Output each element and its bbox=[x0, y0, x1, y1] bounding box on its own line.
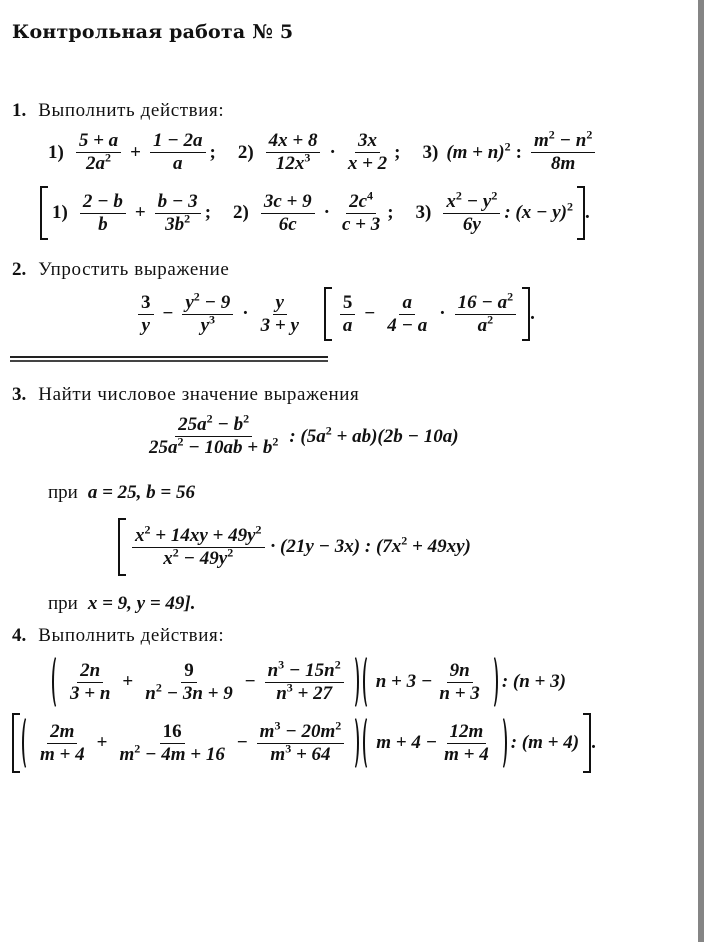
fraction: $\frac{9}{n^2 - 3n + 9}$ bbox=[145, 659, 233, 704]
left-paren bbox=[363, 654, 374, 710]
fraction: $\frac{m^2 - n^2}{8m}$ bbox=[531, 130, 595, 175]
fraction: $\frac{2c^4}{c + 3}$ bbox=[341, 188, 381, 235]
section-4-expression-b: $\frac{2m}{m + 4}$ + $\frac{16}{m^2 - 4m + 16}$ − $\frac{m^3 - 20m^2}{m^3 + 64}$ m + 4 − $\frac{12m}{m + 4}$ : (m + 4) . bbox=[12, 713, 596, 773]
fraction: $\frac{x^2 + 14xy + 49y^2}{x^2 - 49y^2}$ bbox=[132, 525, 265, 570]
right-paren bbox=[348, 654, 359, 710]
section-3-expression-b: $\frac{x^2 + 14xy + 49y^2}{x^2 - 49y^2}$ · (21y − 3x) : $(7x^2 + 49xy)$ bbox=[118, 518, 471, 576]
item-label: 3) bbox=[415, 202, 432, 223]
section-3-heading bbox=[12, 384, 359, 406]
section-number: 4. bbox=[12, 625, 27, 646]
fraction: $\frac{9n}{n + 3}$ bbox=[439, 659, 480, 704]
right-bracket bbox=[522, 287, 530, 341]
right-paren bbox=[487, 654, 498, 710]
left-paren bbox=[52, 654, 63, 710]
item-label: 2) bbox=[237, 141, 254, 163]
item-label: 1) bbox=[52, 202, 68, 223]
section-3-condition-b: при x = 9, y = 49]. bbox=[48, 593, 196, 614]
left-bracket bbox=[118, 518, 126, 576]
item-label: 1) bbox=[48, 141, 64, 163]
right-bracket bbox=[577, 186, 585, 240]
section-number: 1. bbox=[12, 100, 27, 121]
fraction: $\frac{a}{4 - a}$ bbox=[387, 291, 428, 336]
fraction: $\frac{x^2 - y^2}{6y}$ bbox=[443, 191, 500, 236]
fraction: $\frac{5}{a}$ bbox=[340, 292, 356, 337]
section-text: Выполнить действия: bbox=[38, 625, 225, 646]
item-label: 2) bbox=[233, 202, 249, 223]
fraction: $\frac{5 + a}{2a^2}$ bbox=[76, 130, 121, 175]
section-text: Найти числовое значение выражения bbox=[38, 384, 360, 405]
section-2-heading bbox=[12, 259, 229, 281]
section-2-expression: $\frac{3}{y}$ − $\frac{y^2 - 9}{y^3}$ · $\frac{y}{3 + y}$ $\frac{5}{a}$ − $\frac{a}{4 - a}$ · $\frac{16 - a^2}{a^2}$ . bbox=[134, 287, 535, 341]
left-paren bbox=[22, 715, 33, 771]
right-bracket bbox=[583, 713, 591, 773]
fraction: $\frac{2m}{m + 4}$ bbox=[40, 720, 85, 765]
section-1-variant-b: 1) $\frac{2 - b}{b}$ + $\frac{b - 3}{3b^2}$ ; 2) $\frac{3c + 9}{6c}$ · $\frac{2c^4}{c + 3}$ ; 3) $\frac{x^2 - y^2}{6y}$ : $(x - y)^2$ . bbox=[40, 186, 590, 240]
left-paren bbox=[363, 715, 374, 771]
fraction: $\frac{25a^2 - b^2}{25a^2 - 10ab + b^2}$ bbox=[149, 411, 279, 458]
fraction: $\frac{12m}{m + 4}$ bbox=[444, 720, 489, 765]
section-4-expression-a: $\frac{2n}{3 + n}$ + $\frac{9}{n^2 - 3n + 9}$ − $\frac{n^3 - 15n^2}{n^3 + 27}$ n + 3 − $\frac{9n}{n + 3}$ : (n + 3) bbox=[52, 654, 566, 710]
fraction: $\frac{1 - 2a}{a}$ bbox=[150, 130, 206, 175]
section-3-condition-a: при a = 25, b = 56 bbox=[48, 482, 195, 503]
section-number: 2. bbox=[12, 259, 27, 280]
left-bracket bbox=[40, 186, 48, 240]
section-1-variant-a: 1) $\frac{5 + a}{2a^2}$ + $\frac{1 - 2a}{a}$ ; 2) $\frac{4x + 8}{12x^3}$ · $\frac{3x}{x + 2}$ ; 3) $(m + n)^2$ : $\frac{m^2 - n^2}{8m}$ bbox=[48, 130, 599, 175]
section-3-expression-a: $\frac{25a^2 - b^2}{25a^2 - 10ab + b^2}$ : $(5a^2 + ab)(2b - 10a)$ bbox=[142, 414, 459, 459]
fraction: $\frac{16 - a^2}{a^2}$ bbox=[455, 292, 517, 337]
left-bracket bbox=[12, 713, 20, 773]
fraction: $\frac{2n}{3 + n}$ bbox=[70, 659, 111, 704]
section-4-heading bbox=[12, 625, 224, 647]
section-text: Выполнить действия: bbox=[38, 100, 225, 121]
fraction: $\frac{b - 3}{3b^2}$ bbox=[155, 191, 201, 236]
section-1-heading bbox=[12, 100, 224, 122]
right-paren bbox=[348, 715, 359, 771]
section-text: Упростить выражение bbox=[38, 259, 230, 280]
page-title: Контрольная работа № 5 bbox=[12, 21, 294, 43]
page-edge-scrollbar[interactable] bbox=[698, 0, 704, 942]
left-bracket bbox=[324, 287, 332, 341]
item-label: 3) bbox=[422, 141, 439, 163]
fraction: $\frac{n^3 - 15n^2}{n^3 + 27}$ bbox=[265, 660, 344, 705]
fraction: $\frac{y^2 - 9}{y^3}$ bbox=[182, 292, 233, 337]
fraction: $\frac{3c + 9}{6c}$ bbox=[261, 191, 315, 236]
fraction: $\frac{m^3 - 20m^2}{m^3 + 64}$ bbox=[257, 721, 345, 766]
fraction: $\frac{4x + 8}{12x^3}$ bbox=[266, 130, 321, 175]
fraction: $\frac{3}{y}$ bbox=[138, 292, 154, 337]
fraction: $\frac{y}{3 + y}$ bbox=[260, 291, 299, 336]
fraction: $\frac{3x}{x + 2}$ bbox=[347, 130, 388, 174]
section-number: 3. bbox=[12, 384, 27, 405]
section-divider bbox=[10, 356, 328, 362]
fraction: $\frac{2 - b}{b}$ bbox=[80, 191, 126, 236]
fraction: $\frac{16}{m^2 - 4m + 16}$ bbox=[119, 720, 225, 765]
right-paren bbox=[496, 715, 507, 771]
